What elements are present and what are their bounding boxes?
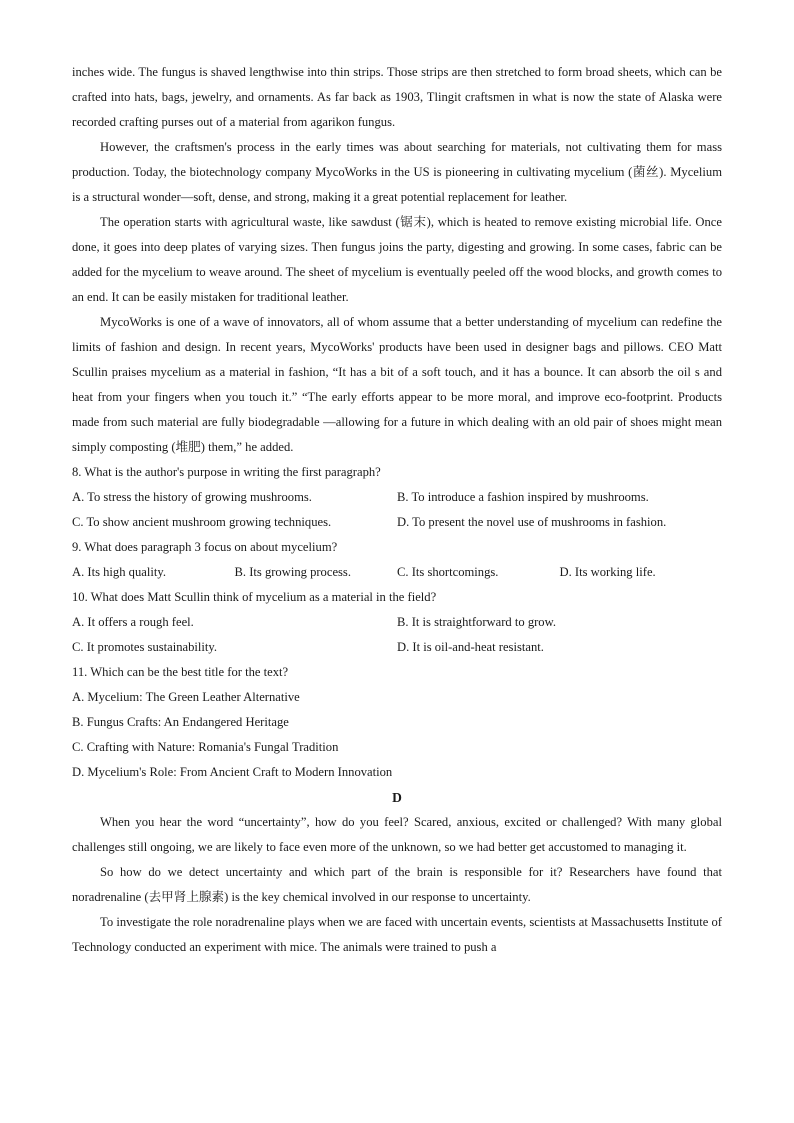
option-b: B. Its growing process. xyxy=(234,565,351,579)
question-stem: 10. What does Matt Scullin think of mycelium as a material in the field? xyxy=(72,590,437,604)
option-a: A. To stress the history of growing mushrooms. xyxy=(72,490,312,504)
question-stem: 9. What does paragraph 3 focus on about mycelium? xyxy=(72,540,338,554)
passage-c-paragraph-1: inches wide. The fungus is shaved lengthwise into thin strips. Those strips are then stretched to form broad sheets, which can be crafted into hats, bags, jewelry, and ornaments. As far back as 1903, Tlingit craftsmen in what is now the state of Alaska were recorded crafting purses out of a material from agarikon fungus. xyxy=(72,65,722,129)
question-stem: 8. What is the author's purpose in writing the first paragraph? xyxy=(72,465,381,479)
option-c: C. Crafting with Nature: Romania's Fungal Tradition xyxy=(72,740,339,754)
options xyxy=(72,560,722,585)
question-11 xyxy=(72,660,722,785)
option-b: B. Fungus Crafts: An Endangered Heritage xyxy=(72,715,289,729)
option-b: B. It is straightforward to grow. xyxy=(397,615,557,629)
document-page xyxy=(72,60,722,960)
option-c: C. To show ancient mushroom growing techniques. xyxy=(72,515,332,529)
question-10 xyxy=(72,585,722,660)
option-d: D. Mycelium's Role: From Ancient Craft to Modern Innovation xyxy=(72,765,393,779)
options xyxy=(72,610,722,660)
option-c: C. It promotes sustainability. xyxy=(72,640,218,654)
option-b: B. To introduce a fashion inspired by mushrooms. xyxy=(397,490,649,504)
option-a: A. Mycelium: The Green Leather Alternative xyxy=(72,690,300,704)
passage-d-paragraph-3: To investigate the role noradrenaline plays when we are faced with uncertain events, scientists at Massachusetts Institute of Technology conducted an experiment with mice. The animals were trained to push a xyxy=(72,915,722,954)
passage-c-paragraph-3: The operation starts with agricultural waste, like sawdust (锯末), which is heated to remove existing microbial life. Once done, it goes into deep plates of varying sizes. Then fungus joins the party, digesting and growing. In some cases, fabric can be added for the mycelium to weave around. The sheet of mycelium is eventually peeled off the wood blocks, and growth comes to an end. It can be easily mistaken for traditional leather. xyxy=(72,215,722,304)
option-a: A. It offers a rough feel. xyxy=(72,615,194,629)
option-d: D. Its working life. xyxy=(559,565,656,579)
option-c: C. Its shortcomings. xyxy=(397,565,499,579)
option-a: A. Its high quality. xyxy=(72,565,166,579)
section-heading: D xyxy=(392,790,402,805)
passage-c-paragraph-4: MycoWorks is one of a wave of innovators, all of whom assume that a better understanding of mycelium can redefine the limits of fashion and design. In recent years, MycoWorks' products have been used in designer bags and pillows. CEO Matt Scullin praises mycelium as a material in fashion, “It has a bit of a soft touch, and it has a bounce. It can absorb the oil s and heat from your fingers when you touch it.” “The early efforts appear to be more moral, and improve eco-footprint. Products made from such material are fully biodegradable —allowing for a future in which dealing with an old pair of shoes might mean simply composting (堆肥) them,” he added. xyxy=(72,315,722,454)
option-d: D. It is oil-and-heat resistant. xyxy=(397,640,544,654)
option-d: D. To present the novel use of mushrooms in fashion. xyxy=(397,515,667,529)
question-stem: 11. Which can be the best title for the text? xyxy=(72,665,289,679)
options xyxy=(72,485,722,535)
passage-d-paragraph-1: When you hear the word “uncertainty”, how do you feel? Scared, anxious, excited or challenged? With many global challenges still ongoing, we are likely to face even more of the unknown, so we had better get accustomed to managing it. xyxy=(72,815,722,854)
question-8 xyxy=(72,460,722,535)
passage-d-paragraph-2: So how do we detect uncertainty and which part of the brain is responsible for it? Researchers have found that noradrenaline (去甲肾上腺素) is the key chemical involved in our response to uncertainty. xyxy=(72,865,722,904)
passage-c-paragraph-2: However, the craftsmen's process in the early times was about searching for materials, not cultivating them for mass production. Today, the biotechnology company MycoWorks in the US is pioneering in cultivating mycelium (菌丝). Mycelium is a structural wonder—soft, dense, and strong, making it a great potential replacement for leather. xyxy=(72,140,722,204)
question-9 xyxy=(72,535,722,585)
options xyxy=(72,685,722,785)
